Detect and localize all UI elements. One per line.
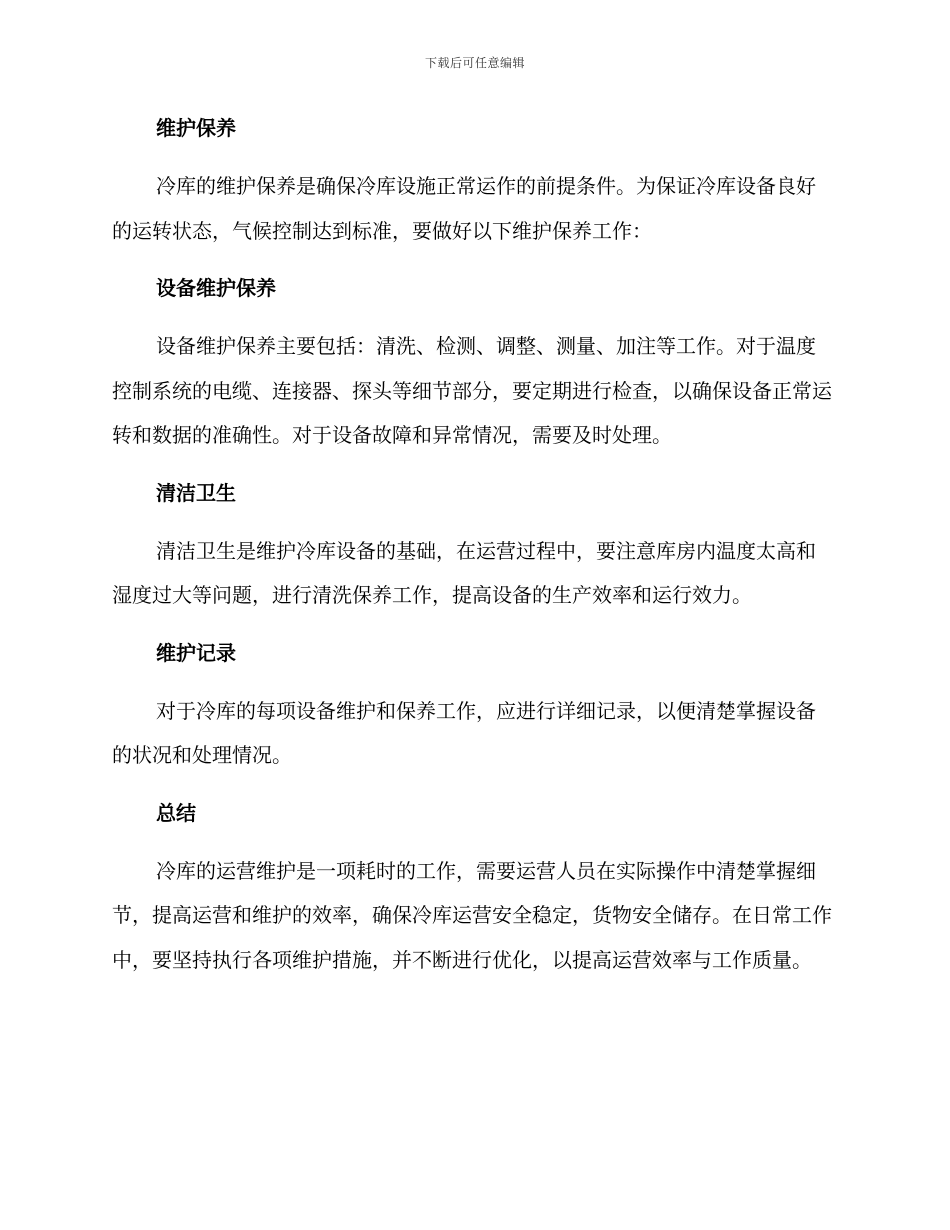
section-heading: 设备维护保养 [156,276,276,300]
section-paragraph: 设备维护保养主要包括：清洗、检测、调整、测量、加注等工作。对于温度控制系统的电缆、连接器、探头等细节部分，要定期进行检查，以确保设备正常运转和数据的准确性。对于设备故障和异常情况，需要及时处理。 [112,334,832,447]
section-equipment-maintenance [112,270,832,475]
section-heading: 维护记录 [156,640,236,665]
page-header: 下载后可任意编辑 [424,56,525,70]
section-cleaning [112,475,832,635]
section-summary [112,795,832,983]
document-body [112,110,832,982]
section-paragraph: 对于冷库的每项设备维护和保养工作，应进行详细记录，以便清楚掌握设备的状况和处理情况。 [112,698,816,767]
section-heading: 清洁卫生 [156,480,236,505]
section-paragraph: 冷库的运营维护是一项耗时的工作，需要运营人员在实际操作中清楚掌握细节，提高运营和维护的效率，确保冷库运营安全稳定，货物安全储存。在日常工作中，要坚持执行各项维护措施，并不断进行优化，以提高运营效率与工作质量。 [112,858,832,972]
section-maintenance [112,110,832,270]
section-heading: 总结 [156,800,196,825]
section-paragraph: 冷库的维护保养是确保冷库设施正常运作的前提条件。为保证冷库设备良好的运转状态，气候控制达到标准，要做好以下维护保养工作： [112,174,816,243]
section-paragraph: 清洁卫生是维护冷库设备的基础，在运营过程中，要注意库房内温度太高和湿度过大等问题，进行清洗保养工作，提高设备的生产效率和运行效力。 [112,538,816,607]
section-heading: 维护保养 [156,116,236,140]
section-records [112,635,832,795]
